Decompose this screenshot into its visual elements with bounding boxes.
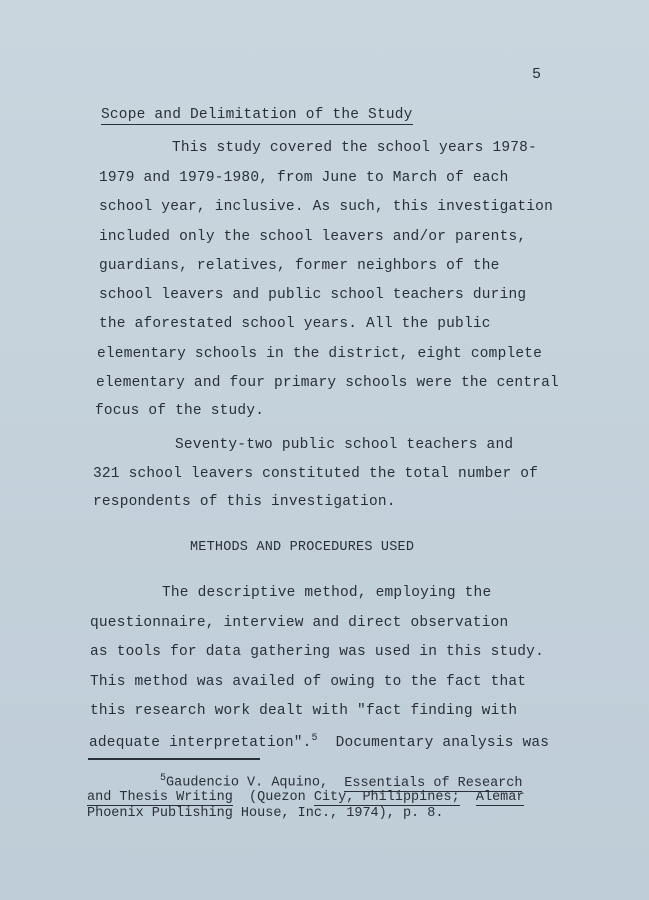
page-number: 5	[532, 66, 542, 83]
methods-heading: METHODS AND PROCEDURES USED	[190, 540, 415, 555]
paragraph-line: guardians, relatives, former neighbors of the	[99, 258, 500, 274]
paragraph-line: included only the school leavers and/or parents,	[99, 229, 527, 245]
footnote-pub-place: (Quezon	[249, 790, 314, 805]
paragraph-line: this research work dealt with "fact finding with	[90, 703, 518, 719]
paragraph-line: school year, inclusive. As such, this investigation	[99, 199, 553, 215]
paragraph-line: This method was availed of owing to the fact that	[90, 674, 527, 690]
paragraph-line: focus of the study.	[95, 403, 265, 419]
footnote-author: Gaudencio V. Aquino,	[166, 775, 329, 791]
paragraph-line: This study covered the school years 1978-	[172, 140, 537, 156]
paragraph-line: elementary and four primary schools were the central	[96, 375, 559, 391]
footnote-line-3: Phoenix Publishing House, Inc., 1974), p. 8.	[87, 806, 444, 821]
paragraph-line: school leavers and public school teachers during	[99, 287, 527, 303]
footnote-mark: 5	[160, 773, 167, 784]
paragraph-line: Seventy-two public school teachers and	[175, 437, 514, 453]
paragraph-line: elementary schools in the district, eight complete	[97, 346, 543, 362]
footnote-pub-place-underlined: City, Philippines;	[313, 790, 460, 805]
paragraph-line: the aforestated school years. All the public	[99, 316, 491, 332]
footnote-divider	[88, 758, 260, 760]
text-after-footnote-ref: Documentary analysis was	[335, 734, 550, 751]
paragraph-line: The descriptive method, employing the	[162, 585, 492, 601]
paragraph-line: questionnaire, interview and direct observation	[90, 615, 509, 631]
footnote-line-2	[87, 790, 524, 805]
text-before-footnote-ref: adequate interpretation".	[89, 734, 312, 751]
paragraph-line	[89, 733, 549, 751]
footnote-line-1	[160, 771, 522, 791]
footnote-publisher: Alemar	[475, 790, 525, 805]
footnote-title: Essentials of Research	[344, 775, 523, 791]
footnote-reference: 5	[311, 733, 318, 744]
paragraph-line: 1979 and 1979-1980, from June to March of each	[99, 170, 509, 186]
paragraph-line: as tools for data gathering was used in this study.	[90, 644, 544, 660]
paragraph-line: 321 school leavers constituted the total number of	[93, 466, 539, 482]
paragraph-line: respondents of this investigation.	[93, 494, 396, 510]
footnote-title-cont: and Thesis Writing	[87, 790, 233, 805]
section-heading: Scope and Delimitation of the Study	[101, 107, 413, 123]
